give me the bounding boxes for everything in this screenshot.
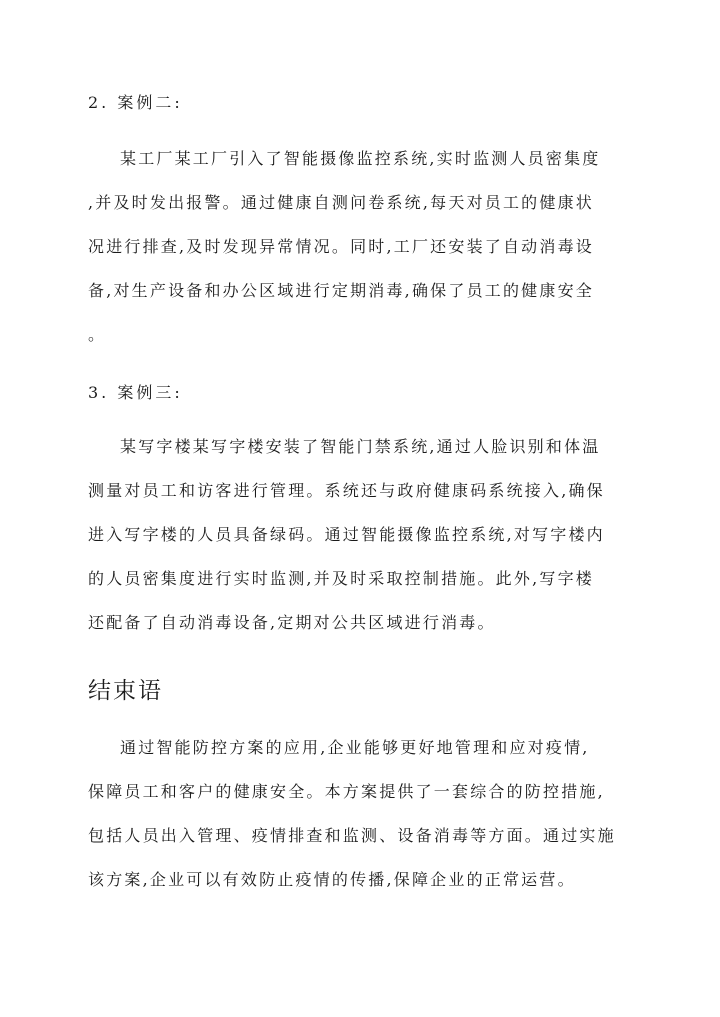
case2-paragraph [88, 137, 648, 357]
case3-line: 还配备了自动消毒设备,定期对公共区域进行消毒。 [88, 613, 496, 632]
case2-line: ,并及时发出报警。通过健康自测问卷系统,每天对员工的健康状 [88, 193, 594, 212]
case3-line: 进入写字楼的人员具备绿码。通过智能摄像监控系统,对写字楼内 [88, 525, 605, 544]
conclusion-line: 保障员工和客户的健康安全。本方案提供了一套综合的防控措施, [88, 782, 605, 801]
case2-line: 。 [88, 325, 107, 344]
conclusion-line: 通过智能防控方案的应用,企业能够更好地管理和应对疫情, [120, 738, 590, 757]
case2-line: 备,对生产设备和办公区域进行定期消毒,确保了员工的健康安全 [88, 281, 594, 300]
case3-heading: 3. 案例三: [88, 383, 183, 402]
case2-line: 况进行排查,及时发现异常情况。同时,工厂还安装了自动消毒设 [88, 237, 594, 256]
conclusion-line: 包括人员出入管理、疫情排查和监测、设备消毒等方面。通过实施 [88, 826, 616, 845]
case3-line: 某写字楼某写字楼安装了智能门禁系统,通过人脸识别和体温 [120, 437, 601, 456]
case3-line: 测量对员工和访客进行管理。系统还与政府健康码系统接入,确保 [88, 481, 605, 500]
case3-paragraph [88, 425, 648, 645]
case2-line: 某工厂某工厂引入了智能摄像监控系统,实时监测人员密集度 [120, 149, 601, 168]
conclusion-paragraph [88, 726, 648, 902]
case2-heading: 2. 案例二: [88, 93, 183, 112]
conclusion-line: 该方案,企业可以有效防止疫情的传播,保障企业的正常运营。 [88, 870, 576, 889]
conclusion-title: 结束语 [88, 678, 163, 704]
case3-line: 的人员密集度进行实时监测,并及时采取控制措施。此外,写字楼 [88, 569, 594, 588]
